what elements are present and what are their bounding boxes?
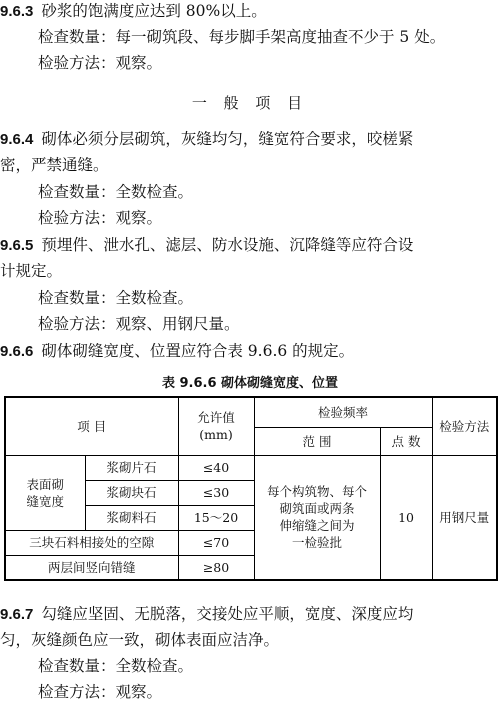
item-name: 两层间竖向错缝	[5, 555, 178, 580]
header-allowable-label: 允许值	[197, 410, 235, 426]
clause-text-continued: 计规定。	[0, 262, 63, 280]
group-label-line: 表面砌	[26, 476, 64, 492]
inspection-quantity: 检查数量：全数检查。	[38, 289, 194, 307]
clause-text-continued: 匀，灰缝颜色应一致，砌体表面应洁净。	[0, 631, 280, 649]
clause-9-6-6	[0, 341, 496, 362]
clause-text: 预埋件、泄水孔、滤层、防水设施、沉降缝等应符合设	[41, 236, 414, 254]
allowable-value: ≤30	[178, 480, 254, 505]
allowable-value: ≤70	[178, 530, 254, 555]
header-item: 项 目	[5, 397, 178, 455]
header-method: 检验方法	[432, 397, 497, 455]
table-title: 表 9.6.6 砌体砌缝宽度、位置	[161, 376, 339, 391]
range-line: 砌筑面或两条	[279, 501, 355, 517]
clause-text: 勾缝应坚固、无脱落，交接处应平顺，宽度、深度应均	[41, 605, 414, 623]
header-frequency: 检验频率	[254, 397, 432, 427]
clause-text: 砌体砌缝宽度、位置应符合表 9.6.6 的规定。	[41, 342, 355, 360]
range-cell	[254, 455, 380, 580]
inspection-method: 检查方法：观察。	[38, 683, 163, 701]
inspection-method: 检验方法：观察。	[38, 54, 163, 72]
clause-text-continued: 密，严禁通缝。	[0, 156, 109, 174]
range-line: 每个构筑物、每个	[267, 484, 368, 500]
table-row	[5, 455, 497, 480]
item-name: 浆砌片石	[85, 455, 178, 480]
header-range: 范 围	[254, 427, 380, 455]
header-allowable-unit: (mm)	[199, 427, 233, 443]
group-label-line: 缝宽度	[26, 493, 64, 509]
header-points: 点 数	[380, 427, 432, 455]
clause-9-6-5	[0, 235, 496, 256]
range-line: 伸缩缝之间为	[279, 518, 355, 534]
allowable-value: ≥80	[178, 555, 254, 580]
inspection-quantity: 检查数量：每一砌筑段、每步脚手架高度抽查不少于 5 处。	[38, 28, 446, 46]
clause-number: 9.6.6	[0, 343, 34, 360]
clause-number: 9.6.3	[0, 3, 34, 20]
item-name: 浆砌料石	[85, 505, 178, 530]
points-cell: 10	[380, 455, 432, 580]
item-name: 浆砌块石	[85, 480, 178, 505]
inspection-quantity: 检查数量：全数检查。	[38, 183, 194, 201]
header-allowable	[178, 397, 254, 455]
range-line: 一检验批	[292, 535, 343, 551]
item-name: 三块石料相接处的空隙	[5, 530, 178, 555]
clause-number: 9.6.7	[0, 606, 34, 623]
clause-9-6-4	[0, 129, 496, 150]
clause-9-6-3	[0, 1, 496, 22]
allowable-value: ≤40	[178, 455, 254, 480]
clause-text: 砂浆的饱满度应达到 80%以上。	[41, 2, 267, 20]
inspection-method: 检验方法：观察、用钢尺量。	[38, 315, 240, 333]
joint-width-table	[4, 396, 498, 581]
method-cell: 用钢尺量	[432, 455, 497, 580]
clause-9-6-7	[0, 604, 496, 625]
clause-number: 9.6.4	[0, 131, 34, 148]
inspection-method: 检验方法：观察。	[38, 209, 163, 227]
allowable-value: 15～20	[178, 505, 254, 530]
group-label	[5, 455, 85, 530]
inspection-quantity: 检查数量：全数检查。	[38, 657, 194, 675]
section-heading: 一 般 项 目	[191, 94, 309, 112]
clause-text: 砌体必须分层砌筑，灰缝均匀，缝宽符合要求，咬槎紧	[41, 130, 414, 148]
clause-number: 9.6.5	[0, 237, 34, 254]
